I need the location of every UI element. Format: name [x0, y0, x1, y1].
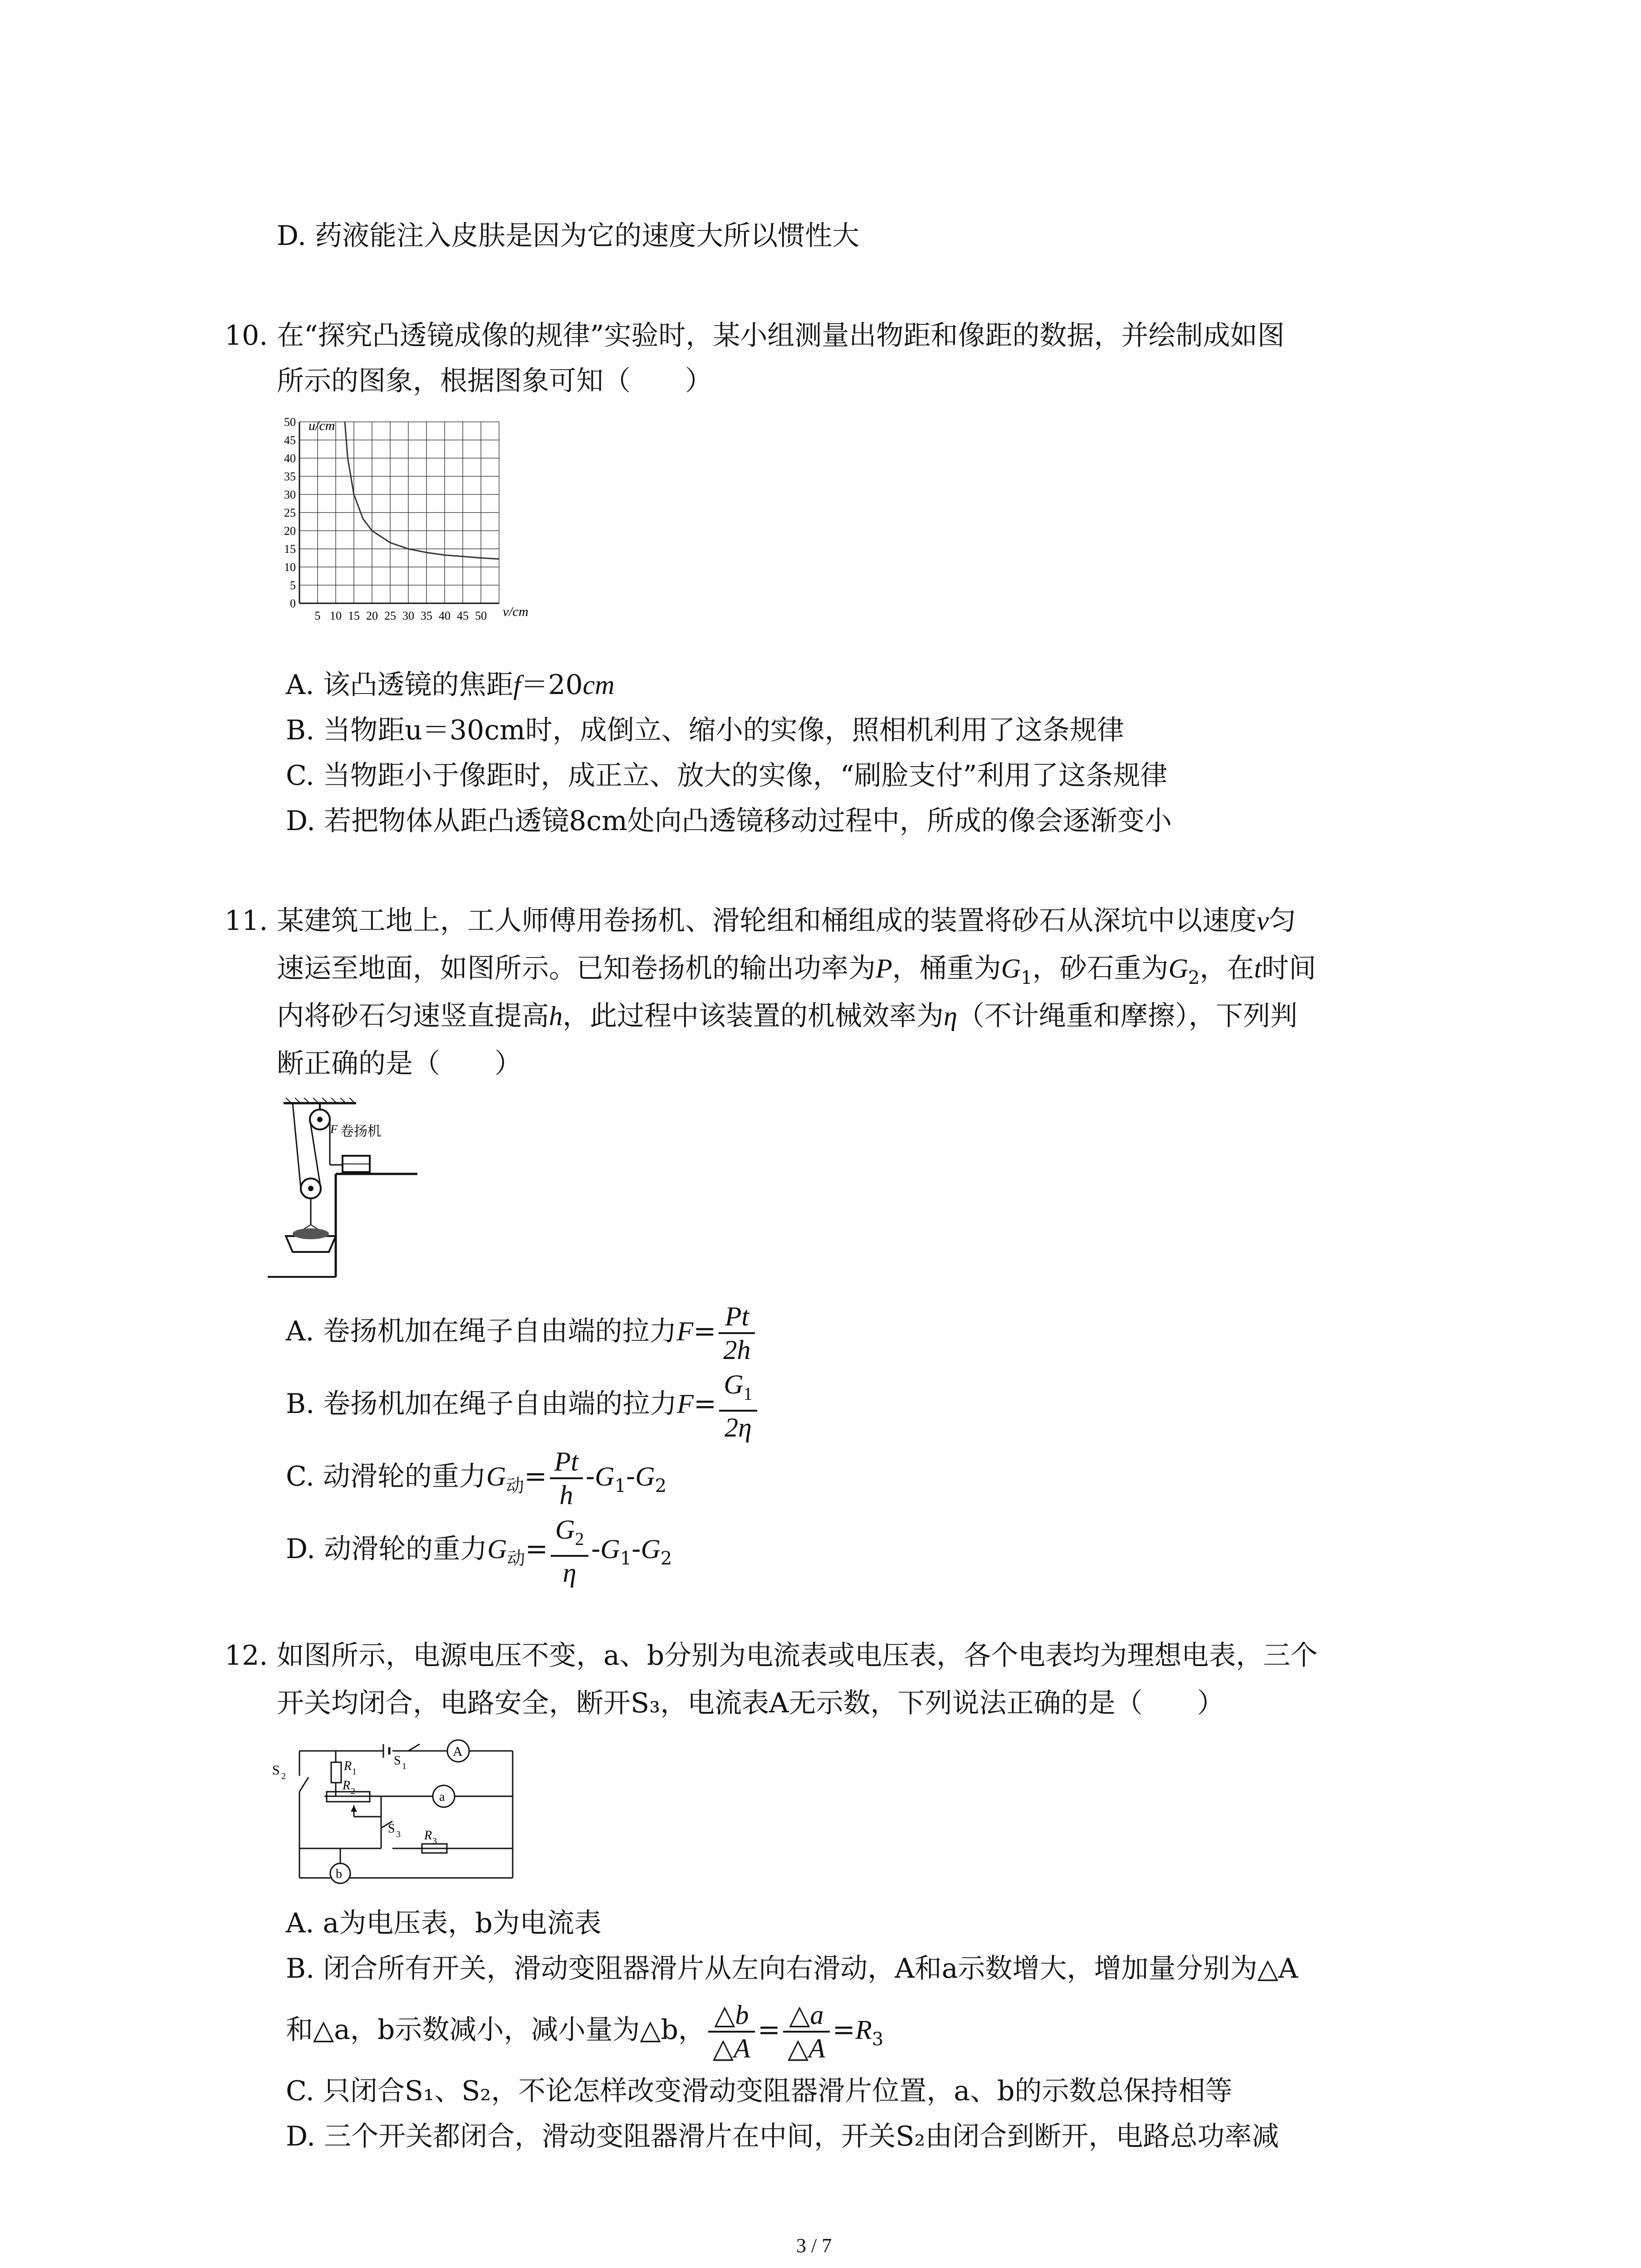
chart-ytick-label: 0 — [290, 597, 296, 610]
chart-ytick-label: 50 — [284, 415, 296, 429]
chart-ytick-label: 45 — [284, 434, 296, 447]
svg-text:S: S — [272, 1763, 280, 1778]
q12-option-b-line2: 和△a，b示数减小，减小量为△b， $\frac{\triangle b}{\triangle A}$ = $\frac{\triangle a}{\triangle A}$ $=R_3$ — [286, 2000, 884, 2064]
svg-text:a: a — [439, 1790, 445, 1804]
chart-xtick-label: 25 — [384, 609, 396, 622]
q11-option-b: B. 卷扬机加在绳子自由端的拉力F= $\frac{G_1}{2\eta}$ — [286, 1368, 760, 1440]
page-number: 3 / 7 — [796, 2234, 832, 2257]
chart-xtick-label: 35 — [421, 609, 432, 622]
chart-ticks — [284, 415, 487, 622]
svg-text:b: b — [336, 1867, 342, 1881]
chart-xtick-label: 5 — [314, 609, 321, 622]
winch-label: 卷扬机 — [340, 1124, 381, 1139]
svg-text:S: S — [394, 1754, 401, 1768]
chart-grid — [299, 422, 499, 603]
chart-ytick-label: 35 — [284, 470, 296, 483]
svg-text:A: A — [453, 1744, 463, 1759]
q10-option-d: D. 若把物体从距凸透镜8cm处向凸透镜移动过程中，所成的像会逐渐变小 — [286, 805, 1172, 837]
q12-option-c: C. 只闭合S₁、S₂，不论怎样改变滑动变阻器滑片位置，a、b的示数总保持相等 — [286, 2075, 1233, 2107]
q12-option-a: A. a为电压表，b为电流表 — [286, 1907, 602, 1939]
q12-option-b-line1: B. 闭合所有开关，滑动变阻器滑片从左向右滑动，A和a示数增大，增加量分别为△A — [286, 1953, 1298, 1984]
q12-option-d: D. 三个开关都闭合，滑动变阻器滑片在中间，开关S₂由闭合到断开，电路总功率减 — [286, 2121, 1279, 2152]
chart-ytick-label: 10 — [284, 561, 296, 574]
svg-text:S: S — [388, 1822, 395, 1836]
q11-pulley-figure — [268, 1098, 422, 1279]
q10-number: 10. — [225, 320, 268, 352]
chart-xlabel: v/cm — [503, 604, 529, 619]
chart-xtick-label: 30 — [402, 609, 414, 622]
q10-chart — [254, 413, 535, 658]
svg-text:3: 3 — [432, 1836, 437, 1846]
q9-option-d: D. 药液能注入皮肤是因为它的速度大所以惯性大 — [277, 220, 860, 252]
chart-xtick-label: 50 — [475, 609, 487, 622]
chart-ytick-label: 20 — [284, 524, 296, 538]
chart-series-line — [345, 422, 499, 559]
chart-ytick-label: 40 — [284, 452, 296, 465]
chart-xtick-label: 10 — [330, 609, 342, 622]
svg-text:3: 3 — [396, 1829, 401, 1839]
q11-stem-line1: 某建筑工地上，工人师傅用卷扬机、滑轮组和桶组成的装置将砂石从深坑中以速度v匀 — [277, 905, 1296, 937]
svg-text:R: R — [424, 1828, 432, 1843]
chart-xtick-label: 15 — [348, 609, 360, 622]
chart-xtick-label: 40 — [439, 609, 451, 622]
svg-text:1: 1 — [352, 1767, 357, 1777]
q10-stem-line1: 在“探究凸透镜成像的规律”实验时，某小组测量出物距和像距的数据，并绘制成如图 — [277, 320, 1285, 352]
chart-ytick-label: 25 — [284, 506, 296, 519]
svg-text:R: R — [344, 1759, 352, 1773]
svg-text:2: 2 — [281, 1771, 286, 1781]
q12-circuit-figure — [272, 1737, 526, 1892]
chart-ytick-label: 30 — [284, 488, 296, 501]
chart-ytick-label: 15 — [284, 543, 296, 556]
q11-option-a: A. 卷扬机加在绳子自由端的拉力F= $\frac{Pt}{2h}$ — [286, 1295, 758, 1368]
svg-text:R: R — [343, 1779, 351, 1793]
q10-option-a: A. 该凸透镜的焦距f＝20cm — [286, 669, 615, 701]
chart-xtick-label: 45 — [457, 609, 469, 622]
q10-stem-line2: 所示的图象，根据图象可知（ ） — [277, 365, 712, 397]
q12-stem-line2: 开关均闭合，电路安全，断开S₃，电流表A无示数，下列说法正确的是（ ） — [277, 1687, 1225, 1719]
q12-number: 12. — [225, 1640, 268, 1672]
q10-option-c: C. 当物距小于像距时，成正立、放大的实像，“刷脸支付”利用了这条规律 — [286, 760, 1168, 792]
svg-text:F: F — [330, 1123, 338, 1136]
svg-text:2: 2 — [351, 1786, 355, 1796]
q11-stem-line3: 内将砂石匀速竖直提高h，此过程中该装置的机械效率为η（不计绳重和摩擦），下列判 — [277, 1000, 1298, 1032]
q12-stem-line1: 如图所示，电源电压不变，a、b分别为电流表或电压表，各个电表均为理想电表，三个 — [277, 1640, 1318, 1672]
chart-ylabel: u/cm — [309, 418, 335, 433]
q11-stem-line4: 断正确的是（ ） — [277, 1048, 522, 1080]
chart-ytick-label: 5 — [290, 579, 296, 592]
q11-stem-line2: 速运至地面，如图所示。已知卷扬机的输出功率为P，桶重为$G_1$，砂石重为$G_2$，在t时间 — [277, 953, 1316, 988]
chart-xtick-label: 20 — [366, 609, 378, 622]
svg-text:1: 1 — [402, 1761, 407, 1771]
q11-option-d: D. 动滑轮的重力$G_动=$ $\frac{G_2}{\eta}$ $-G_1-G_2$ — [286, 1514, 672, 1588]
q11-option-c: C. 动滑轮的重力$G_动=$ $\frac{Pt}{h}$ $-G_1-G_2$ — [286, 1447, 667, 1510]
q11-number: 11. — [225, 905, 268, 937]
q10-option-b: B. 当物距u＝30cm时，成倒立、缩小的实像，照相机利用了这条规律 — [286, 714, 1124, 746]
